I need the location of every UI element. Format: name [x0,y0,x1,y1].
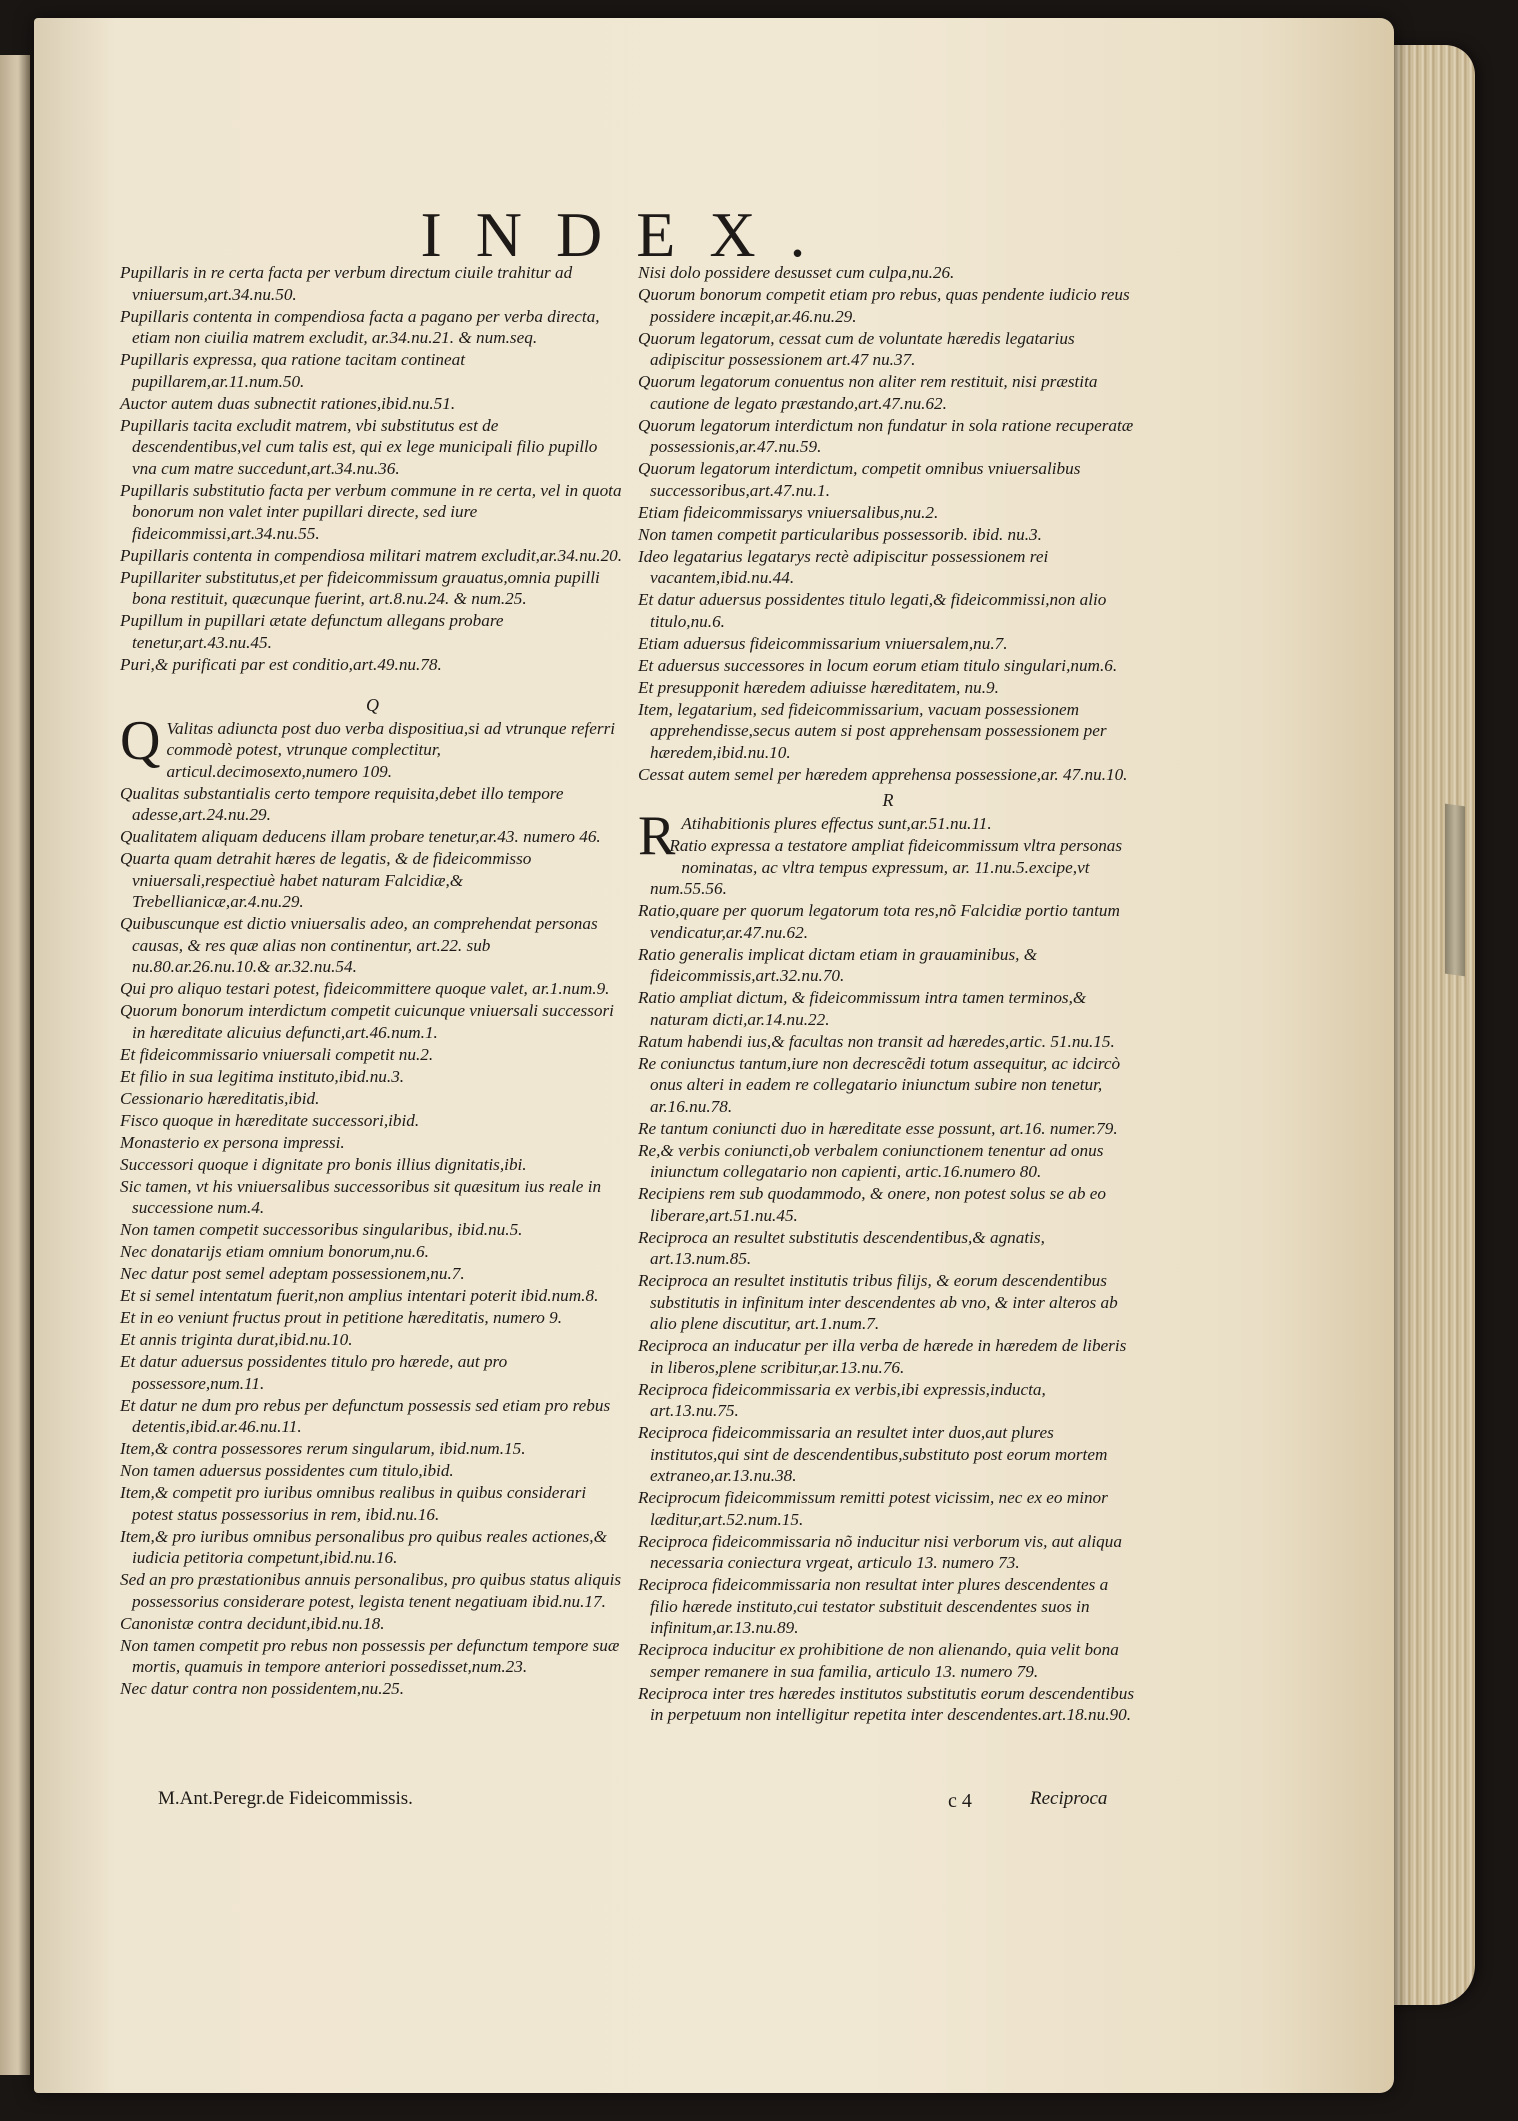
index-entry: Quorum legatorum conuentus non aliter rem restituit, nisi præstita cautione de legato præstando,art.47.nu.62. [638,372,1098,413]
index-entry: Reciprocum fideicommissum remitti potest vicissim, nec ex eo minor læditur,art.52.num.15. [638,1488,1108,1529]
entries-letter-r [638,805,1138,1726]
index-entry: Quorum legatorum interdictum non fundatur in sola ratione recuperatæ possessionis,ar.47.nu.59. [638,415,1134,456]
index-entry: Ratum habendi ius,& facultas non transit ad hæredes,artic. 51.nu.15. [638,1031,1115,1051]
index-entry: Sic tamen, vt his vniuersalibus successoribus sit quæsitum ius reale in successione num.4. [120,1176,602,1217]
index-entry: Qui pro aliquo testari potest, fideicommittere quoque valet, ar.1.num.9. [120,979,610,998]
index-entry: Et presupponit hæredem adiuisse hæreditatem, nu.9. [638,677,999,697]
index-entry: Quorum legatorum interdictum, competit omnibus vniuersalibus successoribus,art.47.nu.1. [638,459,1081,500]
section-gap [120,676,625,690]
running-footer: M.Ant.Peregr.de Fideicommissis. [158,1788,413,1809]
index-entry: Pupillaris tacita excludit matrem, vbi substitutus est de descendentibus,vel cum talis est, qui ex lege municipali filio pupillo vna cum matre succedunt,art.34.nu.36. [120,415,598,478]
drop-cap-q: Q [120,709,161,772]
index-entry: Reciproca an resultet institutis tribus filijs, & eorum descendentibus substitutis in infinitum inter descendentes ab vno, & inter alteros ab alio plene discutitur, art.1.num.7. [638,1271,1118,1333]
index-entry: Successori quoque i dignitate pro bonis illius dignitatis,ibi. [120,1154,527,1174]
index-entry: Pupillaris contenta in compendiosa facta a pagano per verba directa, etiam non ciuilia matrem excludit, ar.34.nu.21. & num.seq. [120,306,600,347]
index-entry: Non tamen competit successoribus singularibus, ibid.nu.5. [120,1220,523,1239]
index-entry: Pupillaris expressa, qua ratione tacitam contineat pupillarem,ar.11.num.50. [120,350,465,391]
index-entry: Reciproca fideicommissaria ex verbis,ibi expressis,inducta, art.13.nu.75. [638,1379,1046,1420]
signature-mark: c 4 [948,1790,972,1812]
index-entry: Et datur ne dum pro rebus per defunctum possessis sed etiam pro rebus detentis,ibid.ar.46.nu.11. [120,1395,611,1436]
section-letter-q: Q [366,694,379,715]
index-entry: Et si semel intentatum fuerit,non amplius intentari poterit ibid.num.8. [120,1286,599,1305]
index-entry: Reciproca an inducatur per illa verba de hærede in hæredem de liberis in liberos,plene scribitur,ar.13.nu.76. [638,1336,1127,1377]
index-entry: Et in eo veniunt fructus prout in petitione hæreditatis, numero 9. [120,1308,563,1327]
index-entry: Cessionario hæreditatis,ibid. [120,1088,320,1108]
entries-letter-q [120,709,625,1700]
index-entry: Recipiens rem sub quodammodo, & onere, non potest solus se ab eo liberare,art.51.nu.45. [638,1184,1106,1225]
index-entry-first [120,709,625,783]
index-entry: Non tamen competit particularibus possessorib. ibid. nu.3. [638,524,1042,544]
index-entry: Reciproca an resultet substitutis descendentibus,& agnatis, art.13.num.85. [638,1227,1045,1268]
index-entry: Quorum bonorum interdictum competit cuicunque vniuersali successori in hæreditate alicuius defuncti,art.46.num.1. [120,1001,614,1042]
index-entry: Sed an pro præstationibus annuis personalibus, pro quibus status aliquis possessorius considerare potest, legista tenent negatiuam ibid.nu.17. [120,1570,622,1611]
index-entry: Pupillaris substitutio facta per verbum commune in re certa, vel in quota bonorum non valet inter pupillari directe, sed iure fideicommissi,art.34.nu.55. [120,480,622,543]
index-entry: Re,& verbis coniuncti,ob verbalem coniunctionem tenentur ad onus iniunctum collegatario non capienti, artic.16.numero 80. [638,1140,1104,1181]
index-entry: Item,& competit pro iuribus omnibus realibus in quibus considerari potest status possessorius in rem, ibid.nu.16. [120,1483,587,1524]
index-entry: Canonistæ contra decidunt,ibid.nu.18. [120,1613,385,1633]
index-entry: Quorum bonorum competit etiam pro rebus, quas pendente iudicio reus possidere incæpit,ar.46.nu.29. [638,285,1130,326]
index-entry: Pupillariter substitutus,et per fideicommissum grauatus,omnia pupilli bona restituit, quæcunque fuerint, art.8.nu.24. & num.25. [120,567,600,608]
index-entry: Ratio generalis implicat dictam etiam in grauaminibus, & fideicommissis,art.32.nu.70. [638,944,1038,985]
index-entry: Quibuscunque est dictio vniuersalis adeo, an comprehendat personas causas, & res quæ alias non continentur, art.22. sub nu.80.ar.26.nu.10.& ar.32.nu.54. [120,914,598,976]
index-entry: Puri,& purificati par est conditio,art.49.nu.78. [120,654,442,674]
index-entry: Ratio expressa a testatore ampliat fideicommissum vltra personas nominatas, ac vltra tempus expressum, ar. 11.nu.5.excipe,vt num.55.56. [650,836,1123,898]
index-entry: Fisco quoque in hæreditate successori,ibid. [120,1110,420,1130]
index-entry: Re tantum coniuncti duo in hæreditate esse possunt, art.16. numer.79. [638,1118,1118,1138]
index-entry: Pupillaris contenta in compendiosa militari matrem excludit,ar.34.nu.20. [120,545,623,565]
page-title: INDEX. [420,199,840,270]
page-stack-edges [1380,45,1475,2005]
index-entry: Etiam fideicommissarys vniuersalibus,nu.2. [638,502,939,522]
index-entry: Non tamen competit pro rebus non possessis per defunctum tempore suæ mortis, quamuis in tempore anteriori possedisset,num.23. [120,1635,620,1676]
index-entry: Qualitas substantialis certo tempore requisita,debet illo tempore adesse,art.24.nu.29. [120,783,564,824]
index-entry: Nisi dolo possidere desusset cum culpa,nu.26. [638,263,955,282]
index-entry: Quorum legatorum, cessat cum de voluntate hæredis legatarius adipiscitur possessionem art.47 nu.37. [638,328,1075,369]
entries-letter-p [120,262,625,675]
index-entry: Item,& contra possessores rerum singularum, ibid.num.15. [120,1439,526,1458]
entry-text: Valitas adiuncta post duo verba dispositiua,si ad vtrunque referri commodè potest, vtrunque complectitur, articul.decimosexto,numero 109. [166,718,616,781]
index-entry: Reciproca fideicommissaria an resultet inter duos,aut plures institutos,qui sint de descendentibus,substituto post eorum mortem extraneo,ar.13.nu.38. [638,1423,1108,1485]
entries-letter-q-continued [638,262,1138,785]
index-entry: Pupillum in pupillari ætate defunctum allegans probare tenetur,art.43.nu.45. [120,611,504,652]
index-entry: Pupillaris in re certa facta per verbum directum ciuile trahitur ad vniuersum,art.34.nu.50. [120,263,573,304]
section-letter-r: R [882,790,894,810]
facing-page-edge [0,55,30,2075]
index-entry: Ratio,quare per quorum legatorum tota res,nõ Falcidiæ portio tantum vendicatur,ar.47.nu.62. [638,901,1120,942]
index-entry: Et annis triginta durat,ibid.nu.10. [120,1330,353,1349]
index-entry: Qualitatem aliquam deducens illam probare tenetur,ar.43. numero 46. [120,827,601,846]
catchword: Reciproca [1030,1788,1108,1809]
index-entry: Et datur aduersus possidentes titulo legati,& fideicommissi,non alio titulo,nu.6. [638,590,1107,631]
index-entry: Item, legatarium, sed fideicommissarium, vacuam possessionem apprehendisse,secus autem si post apprehensam possessionem per hæredem,ibid.nu.10. [638,699,1107,762]
entry-text: Atihabitionis plures effectus sunt,ar.51.nu.11. [681,814,992,833]
index-entry: Nec datur contra non possidentem,nu.25. [120,1679,405,1698]
index-entry: Auctor autem duas subnectit rationes,ibid.nu.51. [120,393,456,413]
drop-cap-r: R [638,805,676,867]
index-entry: Reciproca inter tres hæredes institutos substitutis eorum descendentibus in perpetuum non intelligitur repetita inter descendentes.art.18.nu.90. [638,1683,1135,1724]
index-entry: Et datur aduersus possidentes titulo pro hærede, aut pro possessore,num.11. [120,1352,508,1393]
index-entry: Nec datur post semel adeptam possessionem,nu.7. [120,1264,465,1283]
right-column [638,262,1138,1726]
index-entry: Non tamen aduersus possidentes cum titulo,ibid. [120,1461,454,1480]
index-entry: Et aduersus successores in locum eorum etiam titulo singulari,num.6. [638,655,1118,675]
left-column [120,262,625,1700]
index-entry: Re coniunctus tantum,iure non decrescẽdi totum assequitur, ac idcircò onus alteri in eadem re collegatario iniunctum subire non tenetur, ar.16.nu.78. [638,1053,1121,1116]
index-entry: Ideo legatarius legatarys rectè adipiscitur possessionem rei vacantem,ibid.nu.44. [638,546,1049,587]
index-entry: Item,& pro iuribus omnibus personalibus pro quibus reales actiones,& iudicia petitoria competunt,ibid.nu.16. [120,1526,607,1567]
index-entry: Reciproca inducitur ex prohibitione de non alienando, quia velit bona semper remanere in sua familia, articulo 13. numero 79. [638,1640,1119,1681]
index-entry: Monasterio ex persona impressi. [120,1132,345,1152]
bookmark-ribbon [1445,804,1465,977]
index-entry: Reciproca fideicommissaria nõ inducitur nisi verborum vis, aut aliqua necessaria coniectura vrgeat, articulo 13. numero 73. [638,1531,1122,1572]
index-entry: Et fideicommissario vniuersali competit nu.2. [120,1044,434,1064]
index-entry: Cessat autem semel per hæredem apprehensa possessione,ar. 47.nu.10. [638,764,1128,784]
index-entry: Quarta quam detrahit hæres de legatis, & de fideicommisso vniuersali,respectiuè habet naturam Falcidiæ,& Trebellianicæ,ar.4.nu.29. [120,849,532,911]
index-entry: Et filio in sua legitima instituto,ibid.nu.3. [120,1066,405,1086]
index-entry: Nec donatarijs etiam omnium bonorum,nu.6. [120,1242,429,1261]
index-entry: Reciproca fideicommissaria non resultat inter plures descendentes a filio hærede instituto,cui testator substituit descendentes suos in infinitum,ar.13.nu.89. [638,1575,1109,1637]
index-entry: Etiam aduersus fideicommissarium vniuersalem,nu.7. [638,633,1008,653]
index-entry: Ratio ampliat dictum, & fideicommissum intra tamen terminos,& naturam dicti,ar.14.nu.22. [638,988,1087,1029]
